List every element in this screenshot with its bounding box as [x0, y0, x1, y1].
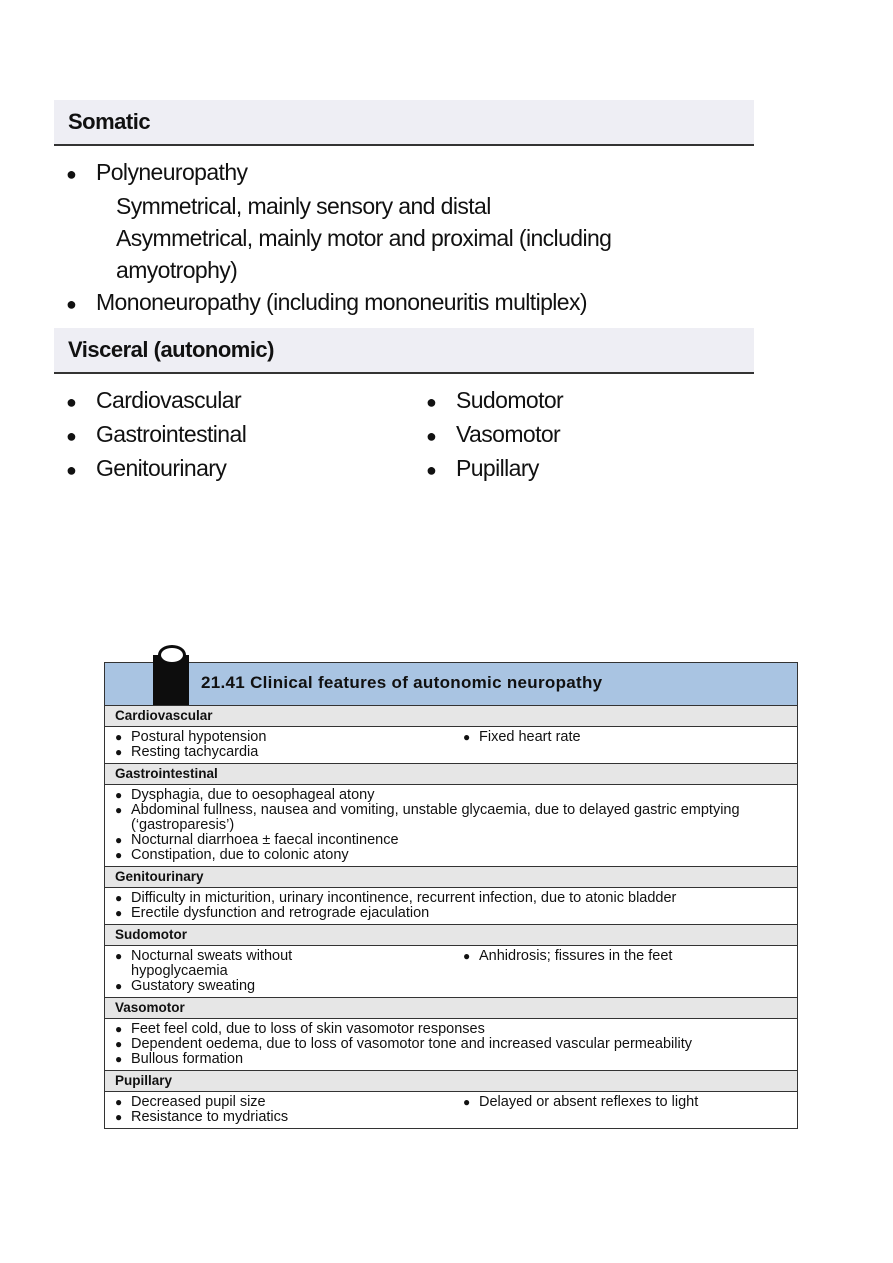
section-genitourinary — [105, 888, 797, 925]
bullet-icon: ● — [66, 460, 77, 480]
list-item — [66, 452, 426, 486]
mononeuropathy-text: Mononeuropathy (including mononeuritis multiplex) — [96, 289, 587, 315]
list-item: ● Constipation, due to colonic atony — [115, 847, 349, 863]
classification-table — [54, 100, 754, 494]
bullet-icon: ● — [115, 1095, 123, 1109]
box-header — [105, 663, 797, 706]
bullet-icon: ● — [463, 730, 471, 744]
bullet-icon: ● — [463, 1095, 471, 1109]
list-item: ● Dysphagia, due to oesophageal atony — [115, 787, 375, 803]
bullet-icon: ● — [66, 392, 77, 412]
polyneuropathy-text: Polyneuropathy — [96, 159, 248, 185]
list-item — [426, 452, 726, 486]
bullet-icon: ● — [115, 891, 123, 905]
visceral-heading-text: Visceral (autonomic) — [68, 337, 274, 362]
list-item: ● Nocturnal diarrhoea ± faecal incontinence — [115, 832, 399, 848]
bullet-icon: ● — [115, 788, 123, 802]
bullet-icon: ● — [115, 1037, 123, 1051]
somatic-heading-text: Somatic — [68, 109, 151, 134]
bullet-icon: ● — [115, 979, 123, 993]
bullet-icon: ● — [115, 803, 123, 817]
bullet-icon: ● — [115, 833, 123, 847]
box-title: 21.41 Clinical features of autonomic neuropathy — [201, 673, 603, 692]
visceral-item: Vasomotor — [456, 421, 561, 447]
section-heading-vasomotor: Vasomotor — [105, 998, 797, 1019]
bullet-icon: ● — [115, 949, 123, 963]
list-item: ● Feet feel cold, due to loss of skin vasomotor responses — [115, 1021, 485, 1037]
list-item: ● Difficulty in micturition, urinary incontinence, recurrent infection, due to atonic bladder — [115, 890, 677, 906]
visceral-item: Pupillary — [456, 455, 539, 481]
section-vasomotor — [105, 1019, 797, 1071]
list-item: ● Gustatory sweating — [115, 978, 256, 994]
visceral-heading — [54, 328, 754, 374]
section-sudomotor — [105, 946, 797, 998]
visceral-item: Gastrointestinal — [96, 421, 247, 447]
list-item: ● Bullous formation — [115, 1051, 244, 1067]
visceral-item: Sudomotor — [456, 387, 564, 413]
list-item: ● Anhidrosis; fissures in the feet — [463, 948, 673, 964]
visceral-item: Cardiovascular — [96, 387, 241, 413]
list-item — [66, 384, 426, 418]
list-item: ● Nocturnal sweats without hypoglycaemia — [115, 948, 293, 979]
list-item: ● Resistance to mydriatics — [115, 1109, 289, 1125]
bullet-icon: ● — [426, 460, 437, 480]
visceral-list — [54, 374, 754, 494]
bullet-icon: ● — [463, 949, 471, 963]
bullet-icon: ● — [66, 164, 77, 184]
somatic-list — [54, 146, 754, 328]
bullet-icon: ● — [66, 426, 77, 446]
section-cardiovascular — [105, 727, 797, 764]
section-gastrointestinal — [105, 785, 797, 867]
sub-item: amyotrophy) — [116, 257, 238, 283]
list-item: ● Abdominal fullness, nausea and vomiting, unstable glycaemia, due to delayed gastric emptying (‘gastroparesis’) — [115, 802, 740, 833]
bullet-icon: ● — [115, 906, 123, 920]
list-item: ● Decreased pupil size — [115, 1094, 266, 1110]
list-item — [66, 156, 754, 190]
bullet-icon: ● — [115, 1110, 123, 1124]
section-heading-gastrointestinal: Gastrointestinal — [105, 764, 797, 785]
list-item — [66, 286, 754, 320]
section-heading-sudomotor: Sudomotor — [105, 925, 797, 946]
sub-item: Symmetrical, mainly sensory and distal — [116, 193, 491, 219]
list-item — [426, 418, 726, 452]
bullet-icon: ● — [115, 1052, 123, 1066]
somatic-heading — [54, 100, 754, 146]
list-item: ● Postural hypotension — [115, 729, 267, 745]
bullet-icon: ● — [115, 730, 123, 744]
list-item — [426, 384, 726, 418]
bullet-icon: ● — [66, 294, 77, 314]
bullet-icon: ● — [115, 745, 123, 759]
list-item — [66, 418, 426, 452]
bullet-icon: ● — [426, 426, 437, 446]
section-heading-cardiovascular: Cardiovascular — [105, 706, 797, 727]
information-icon — [153, 655, 189, 705]
bullet-icon: ● — [115, 1022, 123, 1036]
sub-item: Asymmetrical, mainly motor and proximal (including — [116, 225, 612, 251]
bullet-icon: ● — [426, 392, 437, 412]
list-item: ● Resting tachycardia — [115, 744, 259, 760]
list-item: ● Erectile dysfunction and retrograde ejaculation — [115, 905, 430, 921]
list-item: ● Fixed heart rate — [463, 729, 581, 745]
list-item: ● Dependent oedema, due to loss of vasomotor tone and increased vascular permeability — [115, 1036, 692, 1052]
section-heading-genitourinary: Genitourinary — [105, 867, 797, 888]
section-heading-pupillary: Pupillary — [105, 1071, 797, 1092]
list-item: ● Delayed or absent reflexes to light — [463, 1094, 699, 1110]
autonomic-features-box — [104, 662, 798, 1129]
visceral-item: Genitourinary — [96, 455, 227, 481]
section-pupillary — [105, 1092, 797, 1128]
bullet-icon: ● — [115, 848, 123, 862]
